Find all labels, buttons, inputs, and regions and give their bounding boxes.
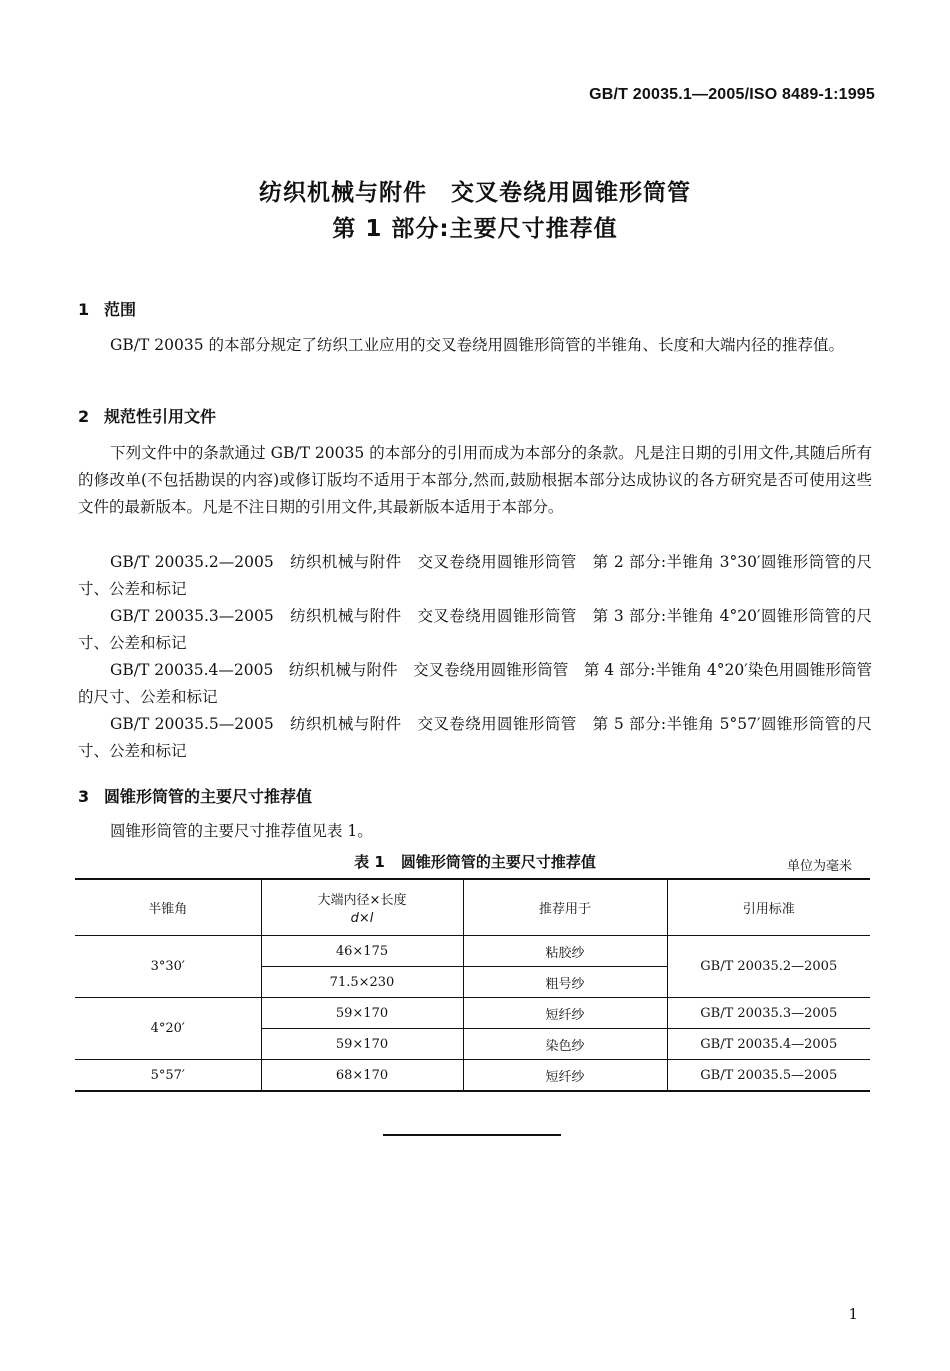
reference-item xyxy=(78,549,872,603)
section-3-paragraph xyxy=(78,818,872,845)
dimensions-table xyxy=(75,878,870,1092)
standard-identifier: GB/T 20035.1—2005/ISO 8489-1:1995 xyxy=(589,86,875,103)
header-usage: 推荐用于 xyxy=(463,879,667,936)
section-3-heading xyxy=(78,784,312,807)
reference-code: GB/T 20035.2—2005 xyxy=(110,553,274,571)
header-angle: 半锥角 xyxy=(75,879,261,936)
scope-text: GB/T 20035 的本部分规定了纺织工业应用的交叉卷绕用圆锥形筒管的半锥角、长度和大端内径的推荐值。 xyxy=(110,336,844,354)
section-1-heading xyxy=(78,297,136,320)
scope-paragraph xyxy=(78,332,872,359)
document-title-line2: 第 1 部分:主要尺寸推荐值 xyxy=(332,216,618,242)
cell-size: 68×170 xyxy=(261,1060,463,1092)
references-intro-text: 下列文件中的条款通过 GB/T 20035 的本部分的引用而成为本部分的条款。凡是注日期的引用文件,其随后所有的修改单(不包括勘误的内容)或修订版均不适用于本部分,然而,鼓励根据本部分达成协议的各方研究是否可使用这些文件的最新版本。凡是不注日期的引用文件,其最新版本适用于本部分。 xyxy=(78,444,872,516)
section-title: 规范性引用文件 xyxy=(104,407,217,426)
cell-angle: 3°30′ xyxy=(75,936,261,998)
cell-standard: GB/T 20035.5—2005 xyxy=(667,1060,870,1092)
section-number: 2 xyxy=(78,407,90,426)
reference-item xyxy=(78,711,872,765)
cell-standard: GB/T 20035.4—2005 xyxy=(667,1029,870,1060)
cell-size: 59×170 xyxy=(261,1029,463,1060)
table-row xyxy=(75,936,870,967)
table-header-row xyxy=(75,879,870,936)
section-number: 3 xyxy=(78,787,90,806)
end-rule xyxy=(383,1134,561,1136)
section-title: 范围 xyxy=(104,300,137,319)
cell-standard: GB/T 20035.3—2005 xyxy=(667,998,870,1029)
reference-title: 纺织机械与附件 交叉卷绕用圆锥形筒管 第 4 部分:半锥角 4°20′染色用圆锥形筒管的尺寸、公差和标记 xyxy=(78,661,872,706)
table-caption-label: 表 1 xyxy=(354,853,385,871)
reference-code: GB/T 20035.5—2005 xyxy=(110,715,274,733)
reference-title: 纺织机械与附件 交叉卷绕用圆锥形筒管 第 5 部分:半锥角 5°57′圆锥形筒管的尺寸、公差和标记 xyxy=(78,715,872,760)
section-title: 圆锥形筒管的主要尺寸推荐值 xyxy=(104,787,313,806)
cell-angle: 5°57′ xyxy=(75,1060,261,1092)
document-title-line1: 纺织机械与附件 交叉卷绕用圆锥形筒管 xyxy=(259,180,691,206)
table-row xyxy=(75,998,870,1029)
header-standard: 引用标准 xyxy=(667,879,870,936)
reference-title: 纺织机械与附件 交叉卷绕用圆锥形筒管 第 3 部分:半锥角 4°20′圆锥形筒管的尺寸、公差和标记 xyxy=(78,607,872,652)
cell-size: 59×170 xyxy=(261,998,463,1029)
section-number: 1 xyxy=(78,300,90,319)
cell-usage: 短纤纱 xyxy=(463,1060,667,1092)
table-row xyxy=(75,1060,870,1092)
reference-code: GB/T 20035.3—2005 xyxy=(110,607,274,625)
reference-title: 纺织机械与附件 交叉卷绕用圆锥形筒管 第 2 部分:半锥角 3°30′圆锥形筒管的尺寸、公差和标记 xyxy=(78,553,872,598)
cell-usage: 短纤纱 xyxy=(463,998,667,1029)
page-number: 1 xyxy=(848,1305,858,1323)
cell-size: 71.5×230 xyxy=(261,967,463,998)
cell-usage: 粗号纱 xyxy=(463,967,667,998)
table-caption-title: 圆锥形筒管的主要尺寸推荐值 xyxy=(400,853,596,871)
cell-usage: 染色纱 xyxy=(463,1029,667,1060)
cell-usage: 粘胶纱 xyxy=(463,936,667,967)
reference-item xyxy=(78,603,872,657)
header-size-symbol: d×l xyxy=(350,911,374,926)
cell-size: 46×175 xyxy=(261,936,463,967)
header-size xyxy=(261,879,463,936)
reference-code: GB/T 20035.4—2005 xyxy=(110,661,274,679)
cell-angle: 4°20′ xyxy=(75,998,261,1060)
section-3-text: 圆锥形筒管的主要尺寸推荐值见表 1。 xyxy=(110,822,373,840)
cell-standard: GB/T 20035.2—2005 xyxy=(667,936,870,998)
reference-item xyxy=(78,657,872,711)
header-size-label: 大端内径×长度 xyxy=(317,893,407,908)
table-unit-note: 单位为毫米 xyxy=(786,859,852,874)
section-2-heading xyxy=(78,404,216,427)
references-intro-paragraph xyxy=(78,440,872,521)
